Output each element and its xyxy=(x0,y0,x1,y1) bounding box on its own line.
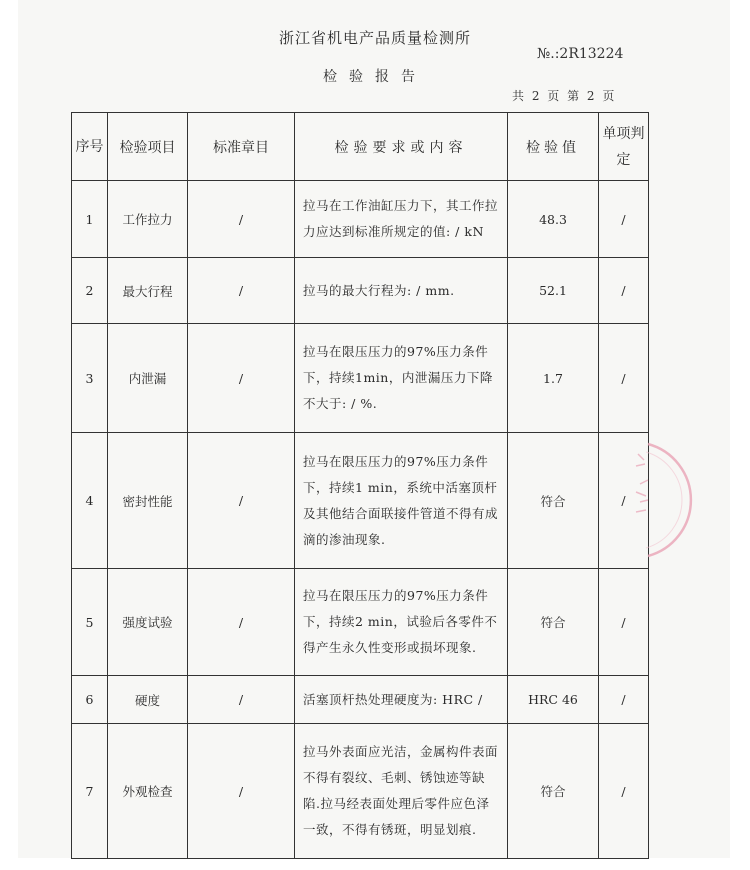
requirement: 拉马在工作油缸压力下，其工作拉力应达到标准所规定的值: / kN xyxy=(295,181,508,258)
value: 1.7 xyxy=(508,324,599,433)
standard: / xyxy=(188,258,295,324)
value: 符合 xyxy=(508,569,599,676)
verdict: / xyxy=(599,433,649,569)
verdict: / xyxy=(599,569,649,676)
seq: 3 xyxy=(72,324,108,433)
col-standard: 标准章目 xyxy=(188,113,295,181)
table-row xyxy=(72,676,649,724)
table-row xyxy=(72,724,649,859)
institute-name: 浙江省机电产品质量检测所 xyxy=(278,29,471,47)
item: 工作拉力 xyxy=(108,181,188,258)
col-seq: 序号 xyxy=(72,113,108,181)
item: 内泄漏 xyxy=(108,324,188,433)
item: 硬度 xyxy=(108,676,188,724)
table-row xyxy=(72,433,649,569)
col-requirement: 检验要求或内容 xyxy=(295,113,508,181)
item: 密封性能 xyxy=(108,433,188,569)
table-row xyxy=(72,258,649,324)
value: 48.3 xyxy=(508,181,599,258)
seq: 7 xyxy=(72,724,108,859)
seq: 6 xyxy=(72,676,108,724)
value: 52.1 xyxy=(508,258,599,324)
value: HRC 46 xyxy=(508,676,599,724)
requirement: 活塞顶杆热处理硬度为: HRC / xyxy=(295,676,508,724)
report-number: №.:2R13224 xyxy=(537,46,624,62)
col-value: 检验值 xyxy=(508,113,599,181)
table-row xyxy=(72,569,649,676)
standard: / xyxy=(188,324,295,433)
inspection-seal xyxy=(600,440,750,560)
standard: / xyxy=(188,676,295,724)
seq: 1 xyxy=(72,181,108,258)
item: 强度试验 xyxy=(108,569,188,676)
seq: 4 xyxy=(72,433,108,569)
verdict: / xyxy=(599,258,649,324)
table-row xyxy=(72,324,649,433)
verdict: / xyxy=(599,324,649,433)
item: 最大行程 xyxy=(108,258,188,324)
seq: 5 xyxy=(72,569,108,676)
col-verdict: 单项判定 xyxy=(599,113,649,181)
page-indicator: 共 2 页 第 2 页 xyxy=(512,89,617,103)
verdict: / xyxy=(599,181,649,258)
col-item: 检验项目 xyxy=(108,113,188,181)
value: 符合 xyxy=(508,433,599,569)
table-row xyxy=(72,181,649,258)
requirement: 拉马在限压压力的97%压力条件下，持续1 min，系统中活塞顶杆及其他结合面联接件管道不得有成滴的渗油现象. xyxy=(295,433,508,569)
header-row xyxy=(72,113,649,181)
report-title: 检验报告 xyxy=(323,69,427,85)
requirement: 拉马的最大行程为: / mm. xyxy=(295,258,508,324)
verdict: / xyxy=(599,676,649,724)
item: 外观检查 xyxy=(108,724,188,859)
standard: / xyxy=(188,181,295,258)
standard: / xyxy=(188,433,295,569)
requirement: 拉马在限压压力的97%压力条件下，持续1min，内泄漏压力下降不大于: / %. xyxy=(295,324,508,433)
value: 符合 xyxy=(508,724,599,859)
standard: / xyxy=(188,724,295,859)
seq: 2 xyxy=(72,258,108,324)
standard: / xyxy=(188,569,295,676)
inspection-table xyxy=(71,112,649,859)
verdict: / xyxy=(599,724,649,859)
requirement: 拉马在限压压力的97%压力条件下，持续2 min，试验后各零件不得产生永久性变形或损坏现象. xyxy=(295,569,508,676)
requirement: 拉马外表面应光洁，金属构件表面不得有裂纹、毛刺、锈蚀迹等缺陷.拉马经表面处理后零件应色泽一致，不得有锈斑，明显划痕. xyxy=(295,724,508,859)
